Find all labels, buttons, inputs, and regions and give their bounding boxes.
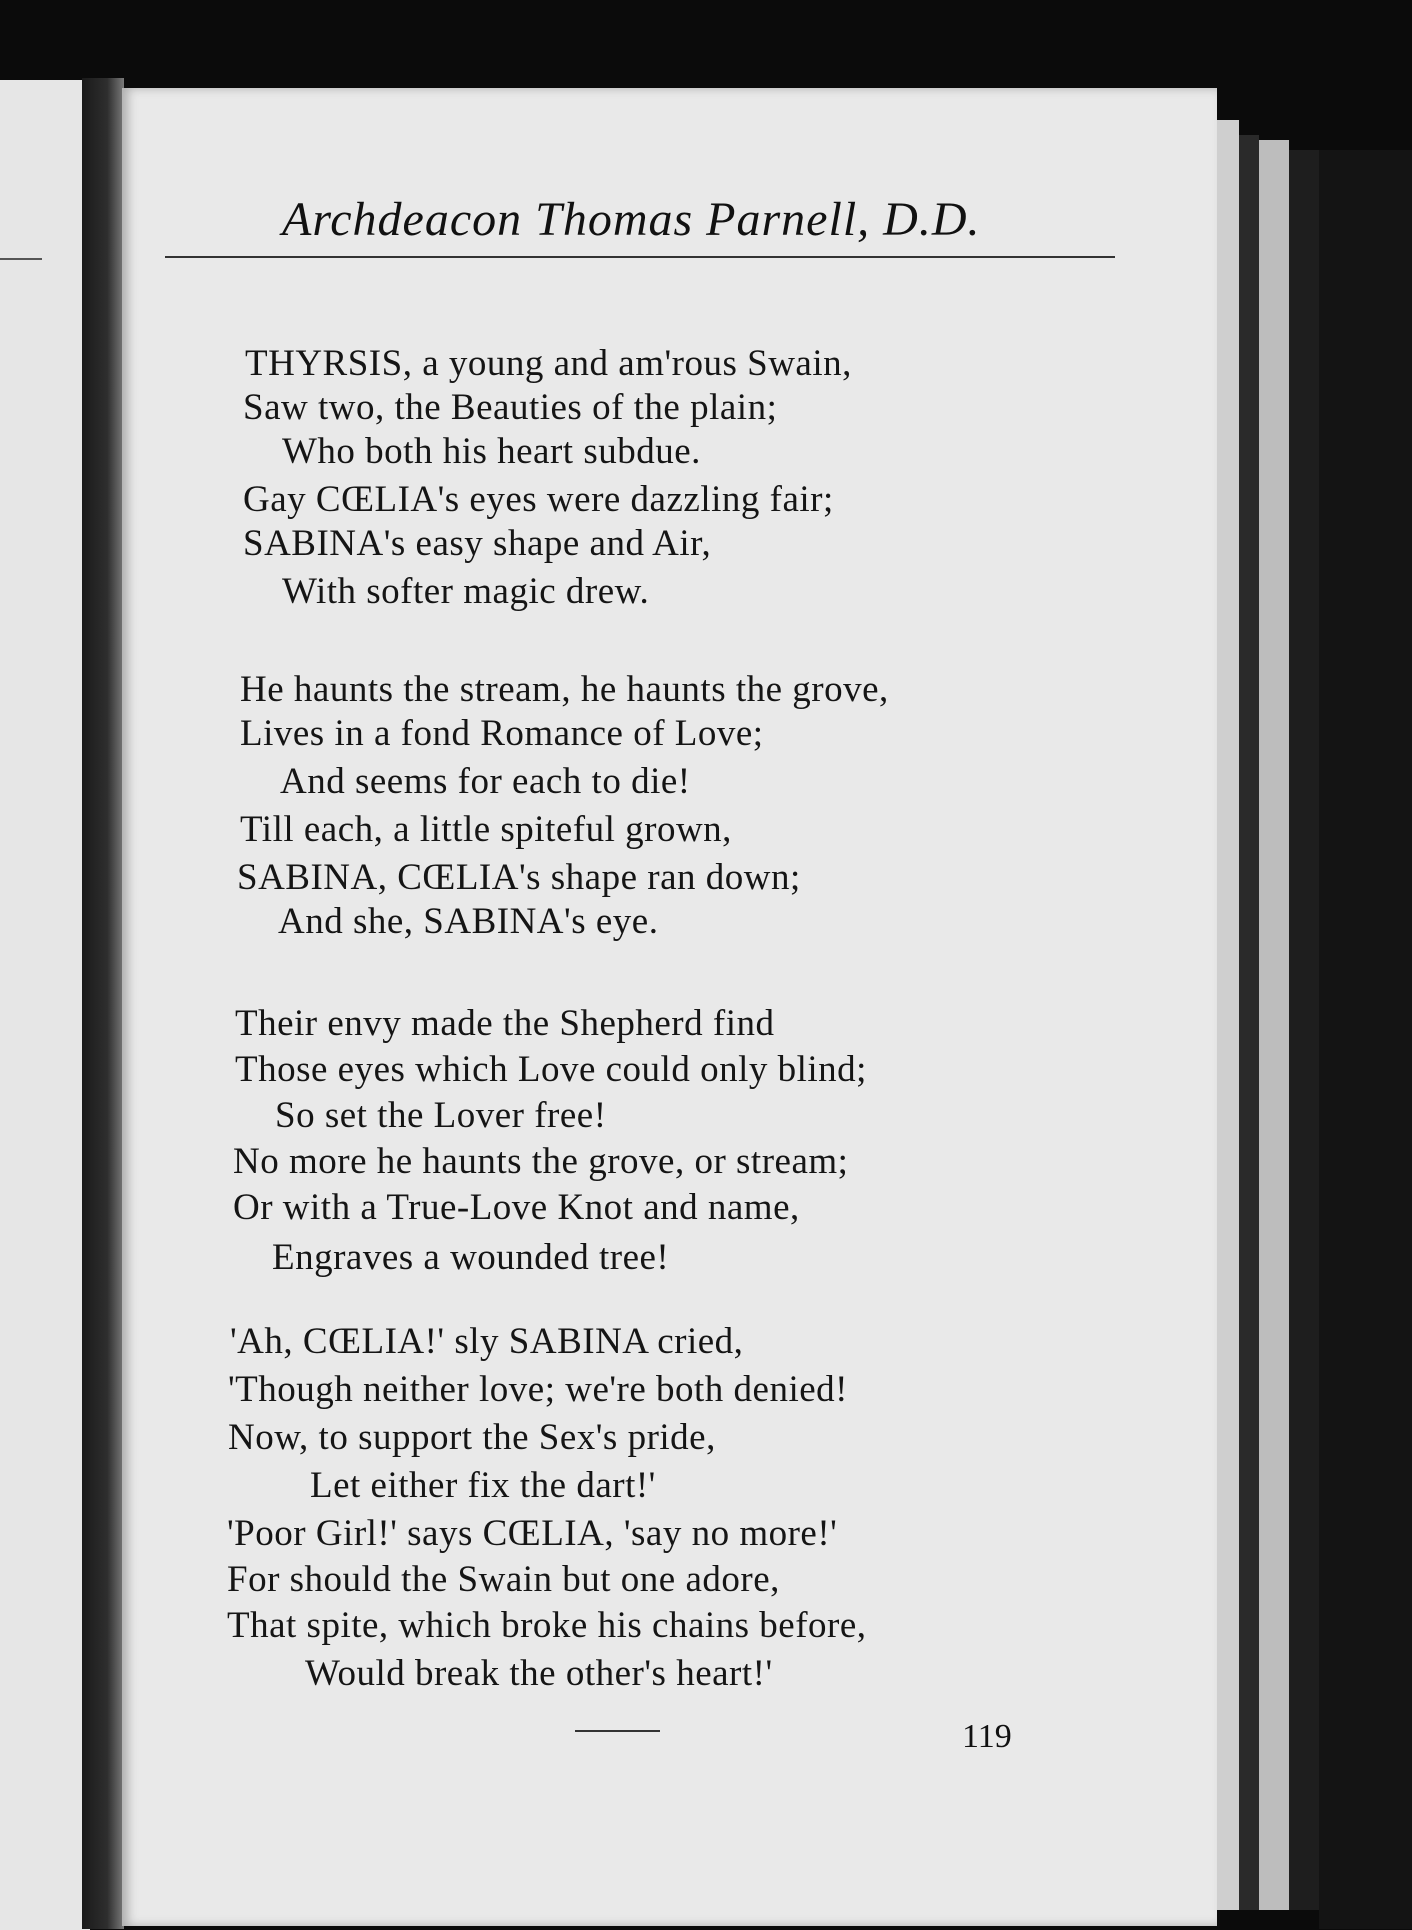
poem-line: THYRSIS, a young and am'rous Swain, — [245, 343, 852, 384]
poem-line: Till each, a little spiteful grown, — [240, 809, 732, 850]
page-edges-shadow — [1239, 135, 1259, 1910]
end-rule — [575, 1730, 660, 1732]
poem-line: Or with a True-Love Knot and name, — [233, 1187, 800, 1228]
facing-page-edge — [0, 80, 90, 1930]
poem-line: So set the Lover free! — [275, 1095, 607, 1136]
poem-line: Saw two, the Beauties of the plain; — [243, 387, 778, 428]
page-edges — [1217, 120, 1239, 1910]
poem-line: 'Though neither love; we're both denied! — [228, 1369, 849, 1410]
poem-line: Let either fix the dart!' — [310, 1465, 656, 1506]
page-number: 119 — [962, 1718, 1012, 1755]
poem-line: For should the Swain but one adore, — [227, 1559, 780, 1600]
book-gutter — [82, 78, 124, 1929]
poem-line: Their envy made the Shepherd find — [235, 1003, 775, 1044]
poem-line: With softer magic drew. — [282, 571, 650, 612]
poem-line: SABINA's easy shape and Air, — [243, 523, 712, 564]
poem-line: And she, SABINA's eye. — [278, 901, 659, 942]
poem-line: He haunts the stream, he haunts the grove, — [240, 669, 889, 710]
background-dark — [1319, 150, 1412, 1929]
poem-line: Lives in a fond Romance of Love; — [240, 713, 764, 754]
poem-line: SABINA, CŒLIA's shape ran down; — [237, 857, 801, 898]
poem-line: Gay CŒLIA's eyes were dazzling fair; — [243, 479, 834, 520]
facing-page-rule — [0, 258, 42, 260]
poem-line: Would break the other's heart!' — [305, 1653, 773, 1694]
poem-line: That spite, which broke his chains before, — [227, 1605, 867, 1646]
book-cover-shadow — [1289, 150, 1319, 1910]
poem-line: Engraves a wounded tree! — [272, 1237, 670, 1278]
running-header: Archdeacon Thomas Parnell, D.D. — [282, 193, 981, 246]
poem-line: Who both his heart subdue. — [282, 431, 701, 472]
poem-line: 'Poor Girl!' says CŒLIA, 'say no more!' — [227, 1513, 838, 1554]
poem-line: And seems for each to die! — [280, 761, 691, 802]
poem-line: Now, to support the Sex's pride, — [228, 1417, 716, 1458]
header-rule — [165, 256, 1115, 258]
poem-line: 'Ah, CŒLIA!' sly SABINA cried, — [230, 1321, 744, 1362]
poem-line: Those eyes which Love could only blind; — [235, 1049, 867, 1090]
book-cover-edge — [1259, 140, 1289, 1910]
poem-line: No more he haunts the grove, or stream; — [233, 1141, 849, 1182]
